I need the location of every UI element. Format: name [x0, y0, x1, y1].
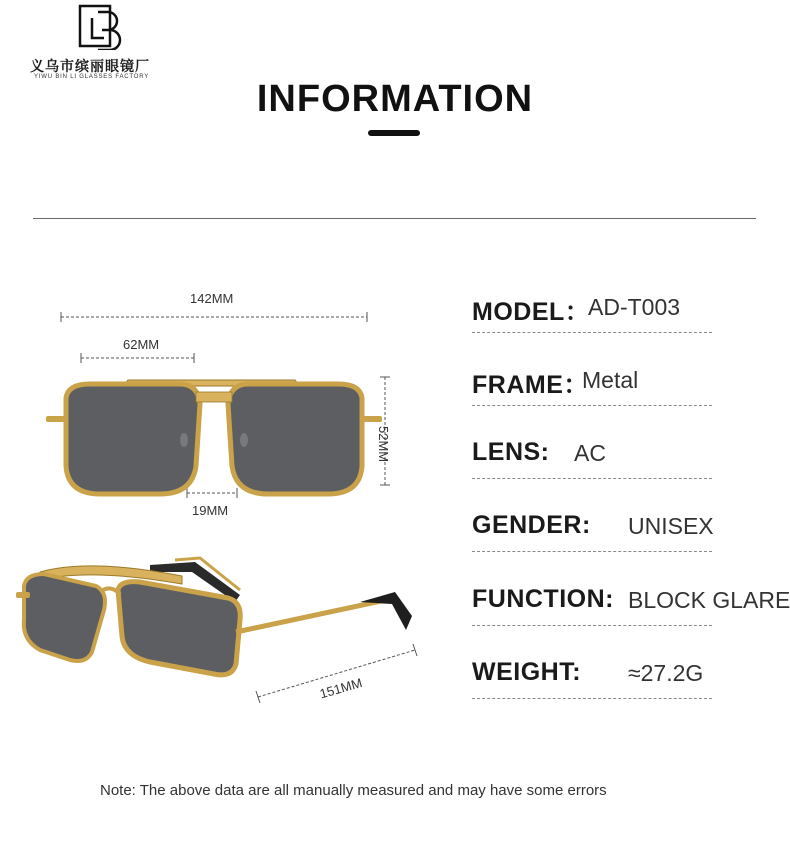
spec-key-gender: GENDER: [472, 511, 591, 539]
spec-row-function [472, 585, 790, 626]
page-title: INFORMATION [256, 78, 534, 120]
spec-value-frame: Metal [582, 367, 639, 393]
bridge-width-label: 19MM [192, 503, 229, 518]
spec-value-model: AD-T003 [588, 294, 681, 320]
brand-name-english: YIWU BIN LI GLASSES FACTORY [34, 74, 150, 80]
bridge-measure-line [187, 488, 237, 498]
glasses-diagram [0, 280, 470, 720]
lens-width-label: 62MM [123, 337, 160, 352]
section-divider [33, 218, 756, 219]
spec-value-lens: AC [574, 440, 606, 466]
title-underline [368, 130, 420, 136]
spec-row-frame [472, 365, 712, 406]
spec-key-frame: FRAME： [472, 371, 589, 399]
temple-length-label: 151MM [318, 675, 364, 702]
logo-mark-icon [78, 4, 126, 50]
spec-key-model: MODEL： [472, 298, 591, 326]
spec-value-weight: ≈27.2G [628, 660, 704, 686]
measurement-note: Note: The above data are all manually measured and may have some errors [100, 782, 607, 799]
spec-key-function: FUNCTION: [472, 585, 614, 613]
glasses-angled-view [16, 558, 412, 675]
brand-logo [30, 4, 175, 86]
spec-row-gender [472, 511, 712, 552]
spec-row-weight [472, 658, 712, 699]
total-width-label: 142MM [190, 291, 234, 306]
brand-name-chinese: 义乌市缤丽眼镜厂 [30, 59, 150, 75]
glasses-front-view [46, 380, 382, 494]
spec-value-function: BLOCK GLARE [628, 587, 790, 613]
spec-row-lens [472, 438, 712, 479]
spec-key-weight: WEIGHT: [472, 658, 582, 686]
lens-height-label: 52MM [376, 426, 391, 463]
lens-width-measure-line [81, 353, 194, 363]
spec-value-gender: UNISEX [628, 513, 714, 539]
spec-row-model [472, 292, 712, 333]
spec-key-lens: LENS: [472, 438, 550, 466]
